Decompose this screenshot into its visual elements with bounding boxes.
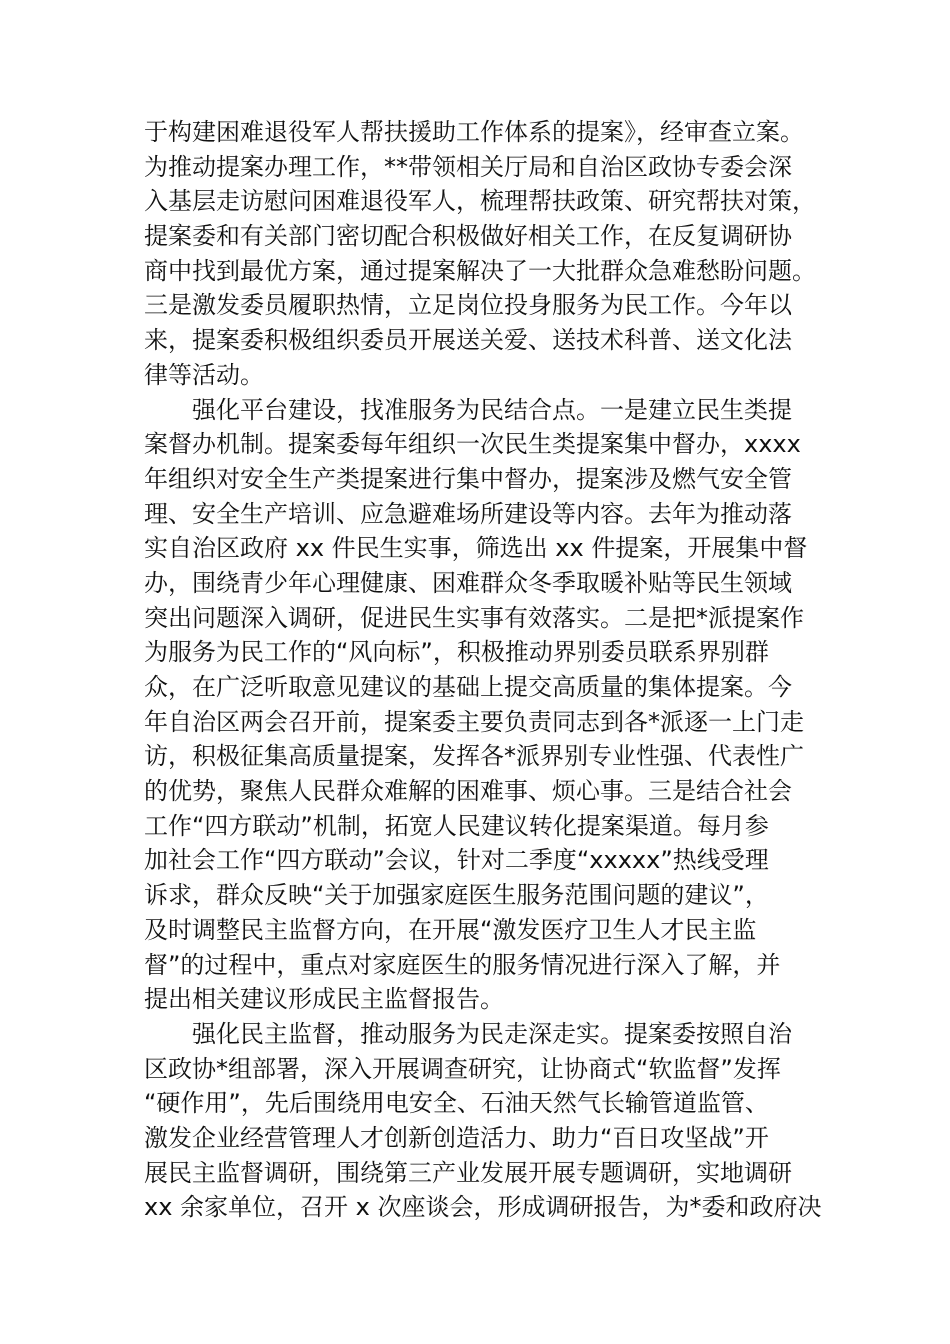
- text-line: 年自治区两会召开前，提案委主要负责同志到各*派逐一上门走: [144, 707, 804, 736]
- text-line: 激发企业经营管理人才创新创造活力、助力“百日攻坚战”开: [144, 1123, 769, 1152]
- text-line: 三是激发委员履职热情，立足岗位投身服务为民工作。今年以: [144, 291, 792, 320]
- text-line: 理、安全生产培训、应急避难场所建设等内容。去年为推动落: [144, 499, 792, 528]
- text-line: 年组织对安全生产类提案进行集中督办，提案涉及燃气安全管: [144, 464, 792, 493]
- text-line: 访，积极征集高质量提案，发挥各*派界别专业性强、代表性广: [144, 742, 804, 771]
- text-line: 及时调整民主监督方向，在开展“激发医疗卫生人才民主监: [144, 915, 757, 944]
- text-line: 实自治区政府 xx 件民生实事，筛选出 xx 件提案，开展集中督: [144, 534, 808, 563]
- text-line: 律等活动。: [144, 360, 264, 389]
- text-line: 于构建困难退役军人帮扶援助工作体系的提案》，经审查立案。: [144, 118, 804, 146]
- text-line: 的优势，聚焦人民群众难解的困难事、烦心事。三是结合社会: [144, 777, 792, 806]
- text-line: 来，提案委积极组织委员开展送关爱、送技术科普、送文化法: [144, 326, 792, 355]
- text-line: 为推动提案办理工作，**带领相关厅局和自治区政协专委会深: [144, 152, 792, 181]
- text-line: 诉求，群众反映“关于加强家庭医生服务范围问题的建议”，: [144, 881, 769, 910]
- text-line: 为服务为民工作的“风向标”，积极推动界别委员联系界别群: [144, 638, 769, 667]
- text-line: xx 余家单位，召开 x 次座谈会，形成调研报告，为*委和政府决: [144, 1193, 822, 1222]
- text-line: 入基层走访慰问困难退役军人，梳理帮扶政策、研究帮扶对策，: [144, 187, 816, 216]
- text-line: 加社会工作“四方联动”会议，针对二季度“xxxxx”热线受理: [144, 846, 769, 875]
- text-line: 提案委和有关部门密切配合积极做好相关工作，在反复调研协: [144, 222, 792, 251]
- text-line: 督”的过程中，重点对家庭医生的服务情况进行深入了解，并: [144, 950, 781, 979]
- paragraph-first-line: 强化民主监督，推动服务为民走深走实。提案委按照自治: [192, 1019, 792, 1048]
- text-line: 突出问题深入调研，促进民生实事有效落实。二是把*派提案作: [144, 603, 804, 632]
- text-line: 办，围绕青少年心理健康、困难群众冬季取暖补贴等民生领域: [144, 568, 792, 597]
- text-line: 商中找到最优方案，通过提案解决了一大批群众急难愁盼问题。: [144, 256, 816, 285]
- body-text: [144, 115, 844, 1225]
- text-line: 区政协*组部署，深入开展调查研究，让协商式“软监督”发挥: [144, 1054, 781, 1083]
- text-line: 工作“四方联动”机制，拓宽人民建议转化提案渠道。每月参: [144, 811, 769, 840]
- text-line: 案督办机制。提案委每年组织一次民生类提案集中督办，xxxx: [144, 430, 801, 459]
- paragraph-first-line: 强化平台建设，找准服务为民结合点。一是建立民生类提: [192, 395, 792, 424]
- text-line: 众，在广泛听取意见建议的基础上提交高质量的集体提案。今: [144, 673, 792, 701]
- text-line: “硬作用”，先后围绕用电安全、石油天然气长输管道监管、: [144, 1089, 769, 1118]
- text-line: 展民主监督调研，围绕第三产业发展开展专题调研，实地调研: [144, 1158, 792, 1187]
- text-line: 提出相关建议形成民主监督报告。: [144, 985, 504, 1014]
